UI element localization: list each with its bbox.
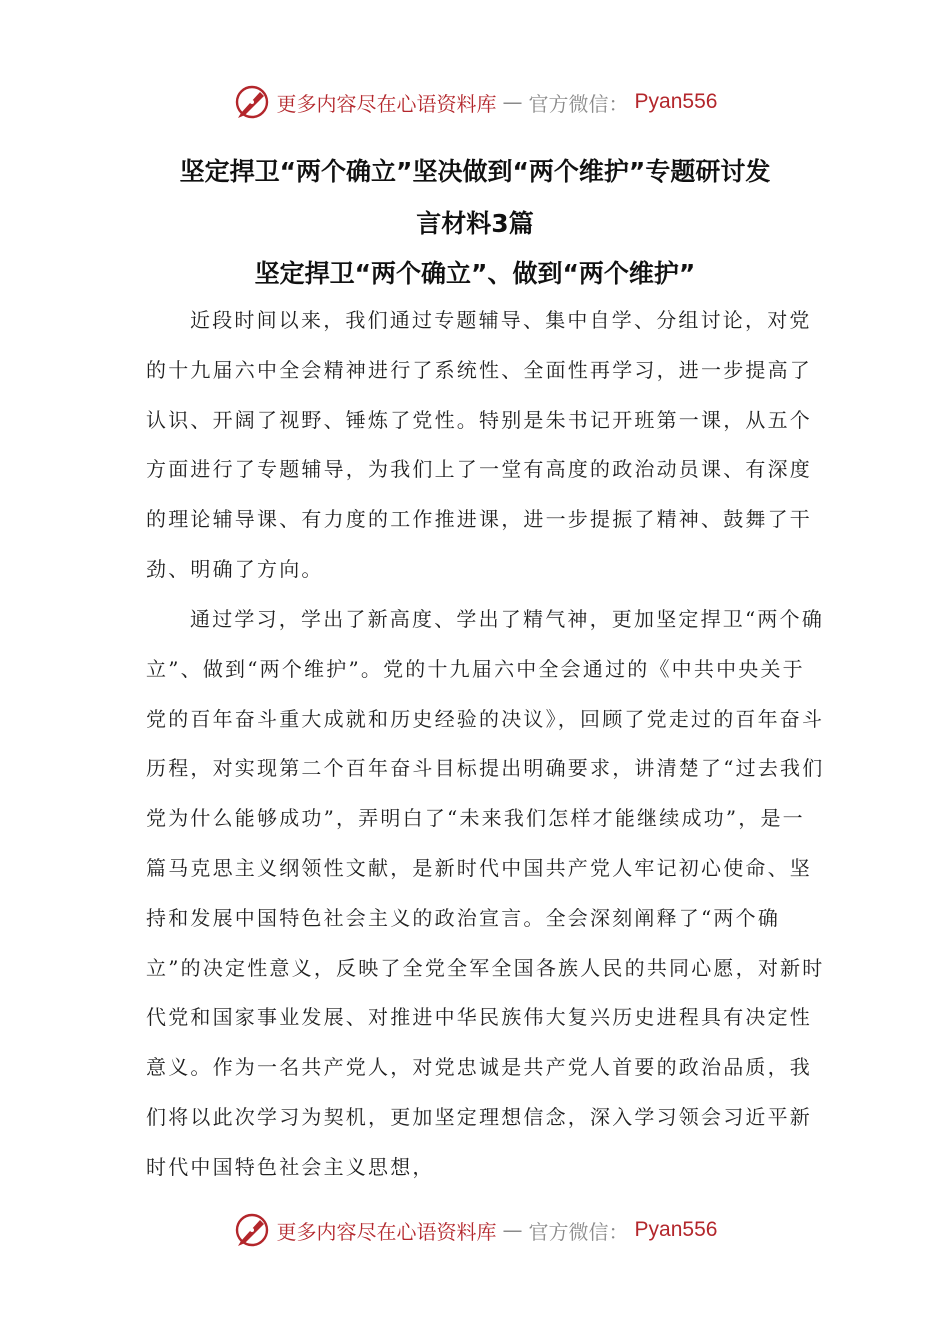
header-banner-content <box>233 83 718 121</box>
footer-banner <box>0 1208 950 1252</box>
body-paragraph-1: 近段时间以来，我们通过专题辅导、集中自学、分组讨论，对党的十九届六中全会精神进行了系统性、全面性再学习，进一步提高了认识、开阔了视野、锤炼了党性。特别是朱书记开班第一课，从五个方面进行了专题辅导，为我们上了一堂有高度的政治动员课、有深度的理论辅导课、有力度的工作推进课，进一步提振了精神、鼓舞了干劲、明确了方向。 <box>146 308 812 581</box>
footer-banner-content <box>233 1211 718 1249</box>
banner-wechat-label: 官方微信： <box>528 91 629 116</box>
document-title-line-2: 言材料3篇 <box>416 209 534 238</box>
document-title-line-1: 坚定捍卫“两个确立”坚决做到“两个维护”专题研讨发 <box>179 157 771 186</box>
section-subtitle: 坚定捍卫“两个确立”、做到“两个维护” <box>254 259 696 288</box>
pen-nib-icon <box>233 83 271 121</box>
banner-wechat-id: Pyan556 <box>634 1218 718 1241</box>
banner-site-name: 更多内容尽在心语资料库 <box>276 91 497 116</box>
banner-dash: — <box>502 1218 523 1242</box>
banner-wechat-id: Pyan556 <box>634 90 718 113</box>
banner-dash: — <box>502 90 523 114</box>
header-banner <box>0 80 950 124</box>
pen-nib-icon <box>233 1211 271 1249</box>
body-paragraph-2: 通过学习，学出了新高度、学出了精气神，更加坚定捍卫“两个确立”、做到“两个维护”。党的十九届六中全会通过的《中共中央关于党的百年奋斗重大成就和历史经验的决议》，回顾了党走过的百年奋斗历程，对实现第二个百年奋斗目标提出明确要求，讲清楚了“过去我们党为什么能够成功”，弄明白了“未来我们怎样才能继续成功”，是一篇马克思主义纲领性文献，是新时代中国共产党人牢记初心使命、坚持和发展中国特色社会主义的政治宣言。全会深刻阐释了“两个确立”的决定性意义，反映了全党全军全国各族人民的共同心愿，对新时代党和国家事业发展、对推进中华民族伟大复兴历史进程具有决定性意义。作为一名共产党人，对党忠诚是共产党人首要的政治品质，我们将以此次学习为契机，更加坚定理想信念，深入学习领会习近平新时代中国特色社会主义思想， <box>146 607 825 1179</box>
banner-site-name: 更多内容尽在心语资料库 <box>276 1219 497 1244</box>
banner-wechat-label: 官方微信： <box>528 1219 629 1244</box>
